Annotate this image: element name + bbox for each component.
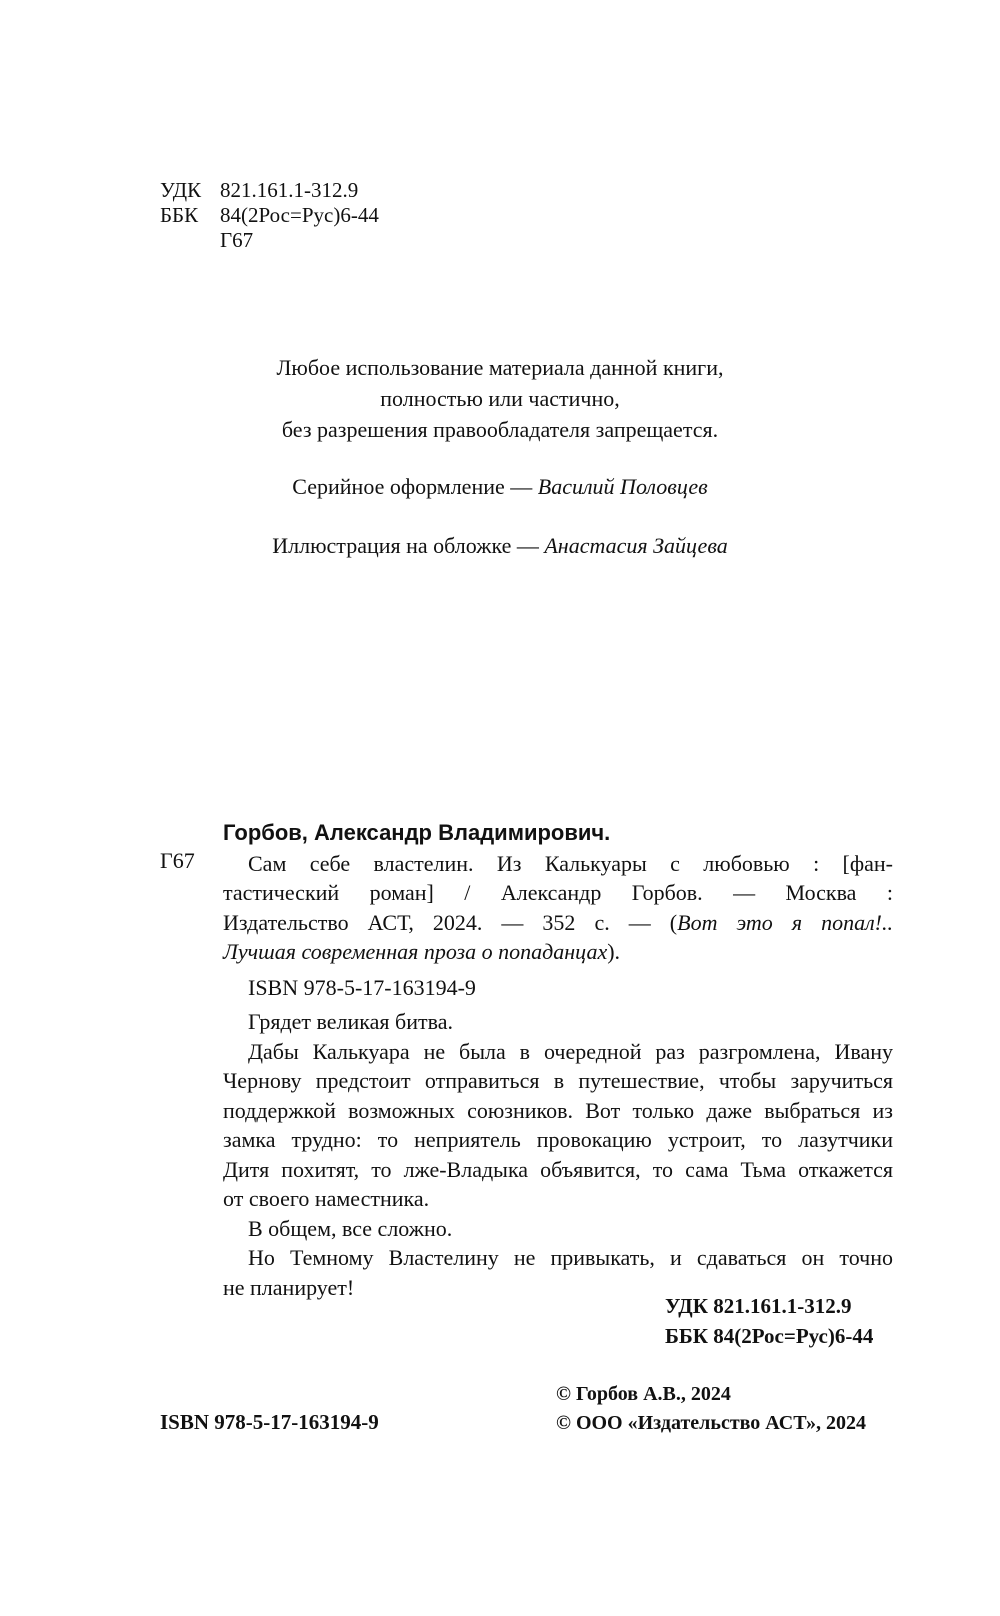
footer-codes (665, 1291, 873, 1351)
annotation-p3: В общем, все сложно. (248, 1215, 453, 1241)
classification-codes (160, 178, 379, 253)
series-design-credit (0, 471, 1000, 502)
cover-label: Иллюстрация на обложке — (272, 533, 545, 558)
annotation-line: поддержкой возможных союзников. Вот только даже выбраться из (223, 1097, 893, 1123)
annotation (223, 1007, 893, 1302)
annotation-line: Дитя похитят, то лже-Владыка объявится, то сама Тьма откажется (223, 1156, 893, 1182)
bib-line-3-plain: Издательство АСТ, 2024. — 352 с. — ( (223, 909, 678, 935)
bib-mark: Г67 (160, 848, 195, 873)
footer-bbk: ББК 84(2Рос=Рус)6-44 (665, 1324, 874, 1348)
copyright-notice (0, 352, 1000, 445)
bib-line-3 (223, 908, 893, 938)
bbk-value: 84(2Рос=Рус)6-44 (220, 203, 379, 227)
annotation-p1: Грядет великая битва. (248, 1009, 453, 1034)
bib-line-4 (223, 937, 893, 967)
annotation-line: Дабы Калькуара не была в очередной раз разгромлена, Ивану (248, 1038, 893, 1064)
annotation-line: Чернову предстоит отправиться в путешествие, чтобы заручиться (223, 1068, 893, 1093)
author-mark: Г67 (220, 228, 254, 252)
annotation-line: не планирует! (223, 1274, 355, 1300)
udk-label: УДК (160, 178, 202, 202)
copyright-publisher: © ООО «Издательство АСТ», 2024 (556, 1412, 867, 1434)
bib-description (223, 878, 893, 1002)
bib-isbn: ISBN 978-5-17-163194-9 (248, 974, 476, 1000)
notice-line: без разрешения правообладателя запрещается. (281, 417, 719, 442)
bib-author: Горбов, Александр Владимирович. (223, 820, 611, 845)
cover-illustration-credit (0, 530, 1000, 561)
udk-value: 821.161.1-312.9 (220, 178, 359, 202)
series-subtitle: Лучшая современная проза о попаданцах (223, 939, 608, 964)
bib-line-4-end: ). (607, 939, 621, 964)
notice-line: Любое использование материала данной книги, (276, 355, 724, 380)
bib-line: тастический роман] / Александр Горбов. — Москва : (223, 880, 893, 905)
series-designer: Василий Половцев (537, 474, 708, 499)
bbk-row (160, 203, 379, 228)
udk-row (160, 178, 379, 203)
annotation-line: от своего наместника. (223, 1186, 430, 1211)
author-mark-row (160, 228, 379, 253)
annotation-line: Но Темному Властелину не привыкать, и сдаваться он точно (248, 1245, 893, 1270)
bib-line: Сам себе властелин. Из Калькуары с любовью : [фан- (248, 851, 893, 876)
notice-line: полностью или частично, (380, 386, 620, 411)
footer-isbn: ISBN 978-5-17-163194-9 (160, 1410, 379, 1434)
series-label: Серийное оформление — (292, 474, 538, 499)
copyright-author: © Горбов А.В., 2024 (556, 1383, 731, 1405)
annotation-line: замка трудно: то неприятель провокацию устроит, то лазутчики (223, 1127, 893, 1152)
copyright-lines (556, 1380, 866, 1438)
footer-udk: УДК 821.161.1-312.9 (665, 1294, 852, 1318)
cover-illustrator: Анастасия Зайцева (544, 533, 728, 558)
bib-description-first (248, 820, 893, 879)
bbk-label: ББК (160, 203, 199, 227)
series-title: Вот это я попал!.. (677, 909, 893, 935)
